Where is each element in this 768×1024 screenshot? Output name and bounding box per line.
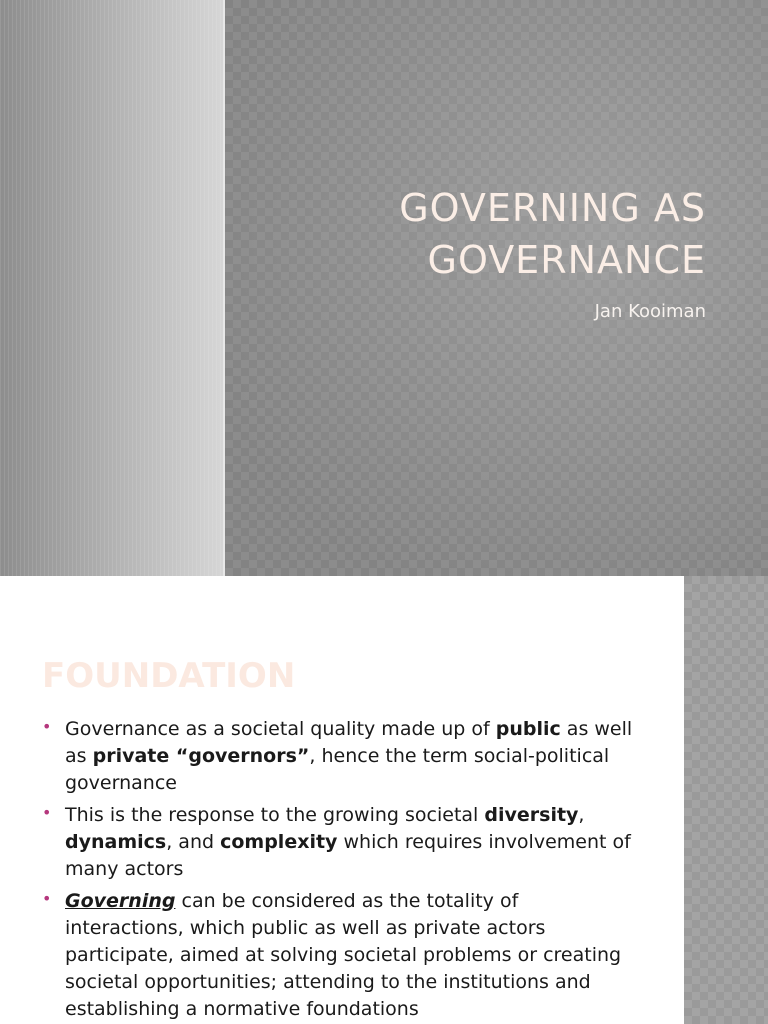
bullet-marker: • [42, 803, 52, 822]
bold-text: diversity [484, 804, 579, 826]
bullet-list [42, 716, 642, 1024]
bold-text: private “governors” [92, 745, 310, 767]
bold-text: dynamics [65, 831, 167, 853]
bullet-item-1 [42, 716, 642, 797]
text: , [578, 804, 585, 826]
slide-subtitle-author: Jan Kooiman [594, 301, 706, 322]
text: Governance as a societal quality made up of [65, 718, 496, 740]
text: , hence the term social-political governance [65, 745, 610, 794]
text: as well as [65, 718, 633, 767]
bullet-marker: • [42, 889, 52, 908]
bold-text: complexity [220, 831, 338, 853]
text: which requires involvement of many actors [65, 831, 631, 880]
slide-title [226, 182, 706, 286]
text: This is the response to the growing societal [65, 804, 485, 826]
slide-left-panel [0, 0, 223, 576]
bold-text: public [495, 718, 561, 740]
text: can be considered as the totality of interactions, which public as well as private actors participate, aimed at solving societal problems or creating societal opportunities; attending to the institutions and establishing a normative foundations [65, 890, 622, 1020]
slide-title-line-1: GOVERNING AS [399, 186, 706, 230]
slide-heading: FOUNDATION [42, 656, 296, 696]
bullet-marker: • [42, 717, 52, 736]
bullet-item-3 [42, 888, 642, 1023]
text: , and [166, 831, 221, 853]
decorative-side-stripe [684, 576, 768, 1024]
slide-right-panel [225, 0, 768, 576]
content-slide [0, 576, 768, 1024]
slide-title-line-2: GOVERNANCE [427, 238, 706, 282]
emphasized-term: Governing [65, 890, 176, 912]
bullet-item-2 [42, 802, 642, 883]
